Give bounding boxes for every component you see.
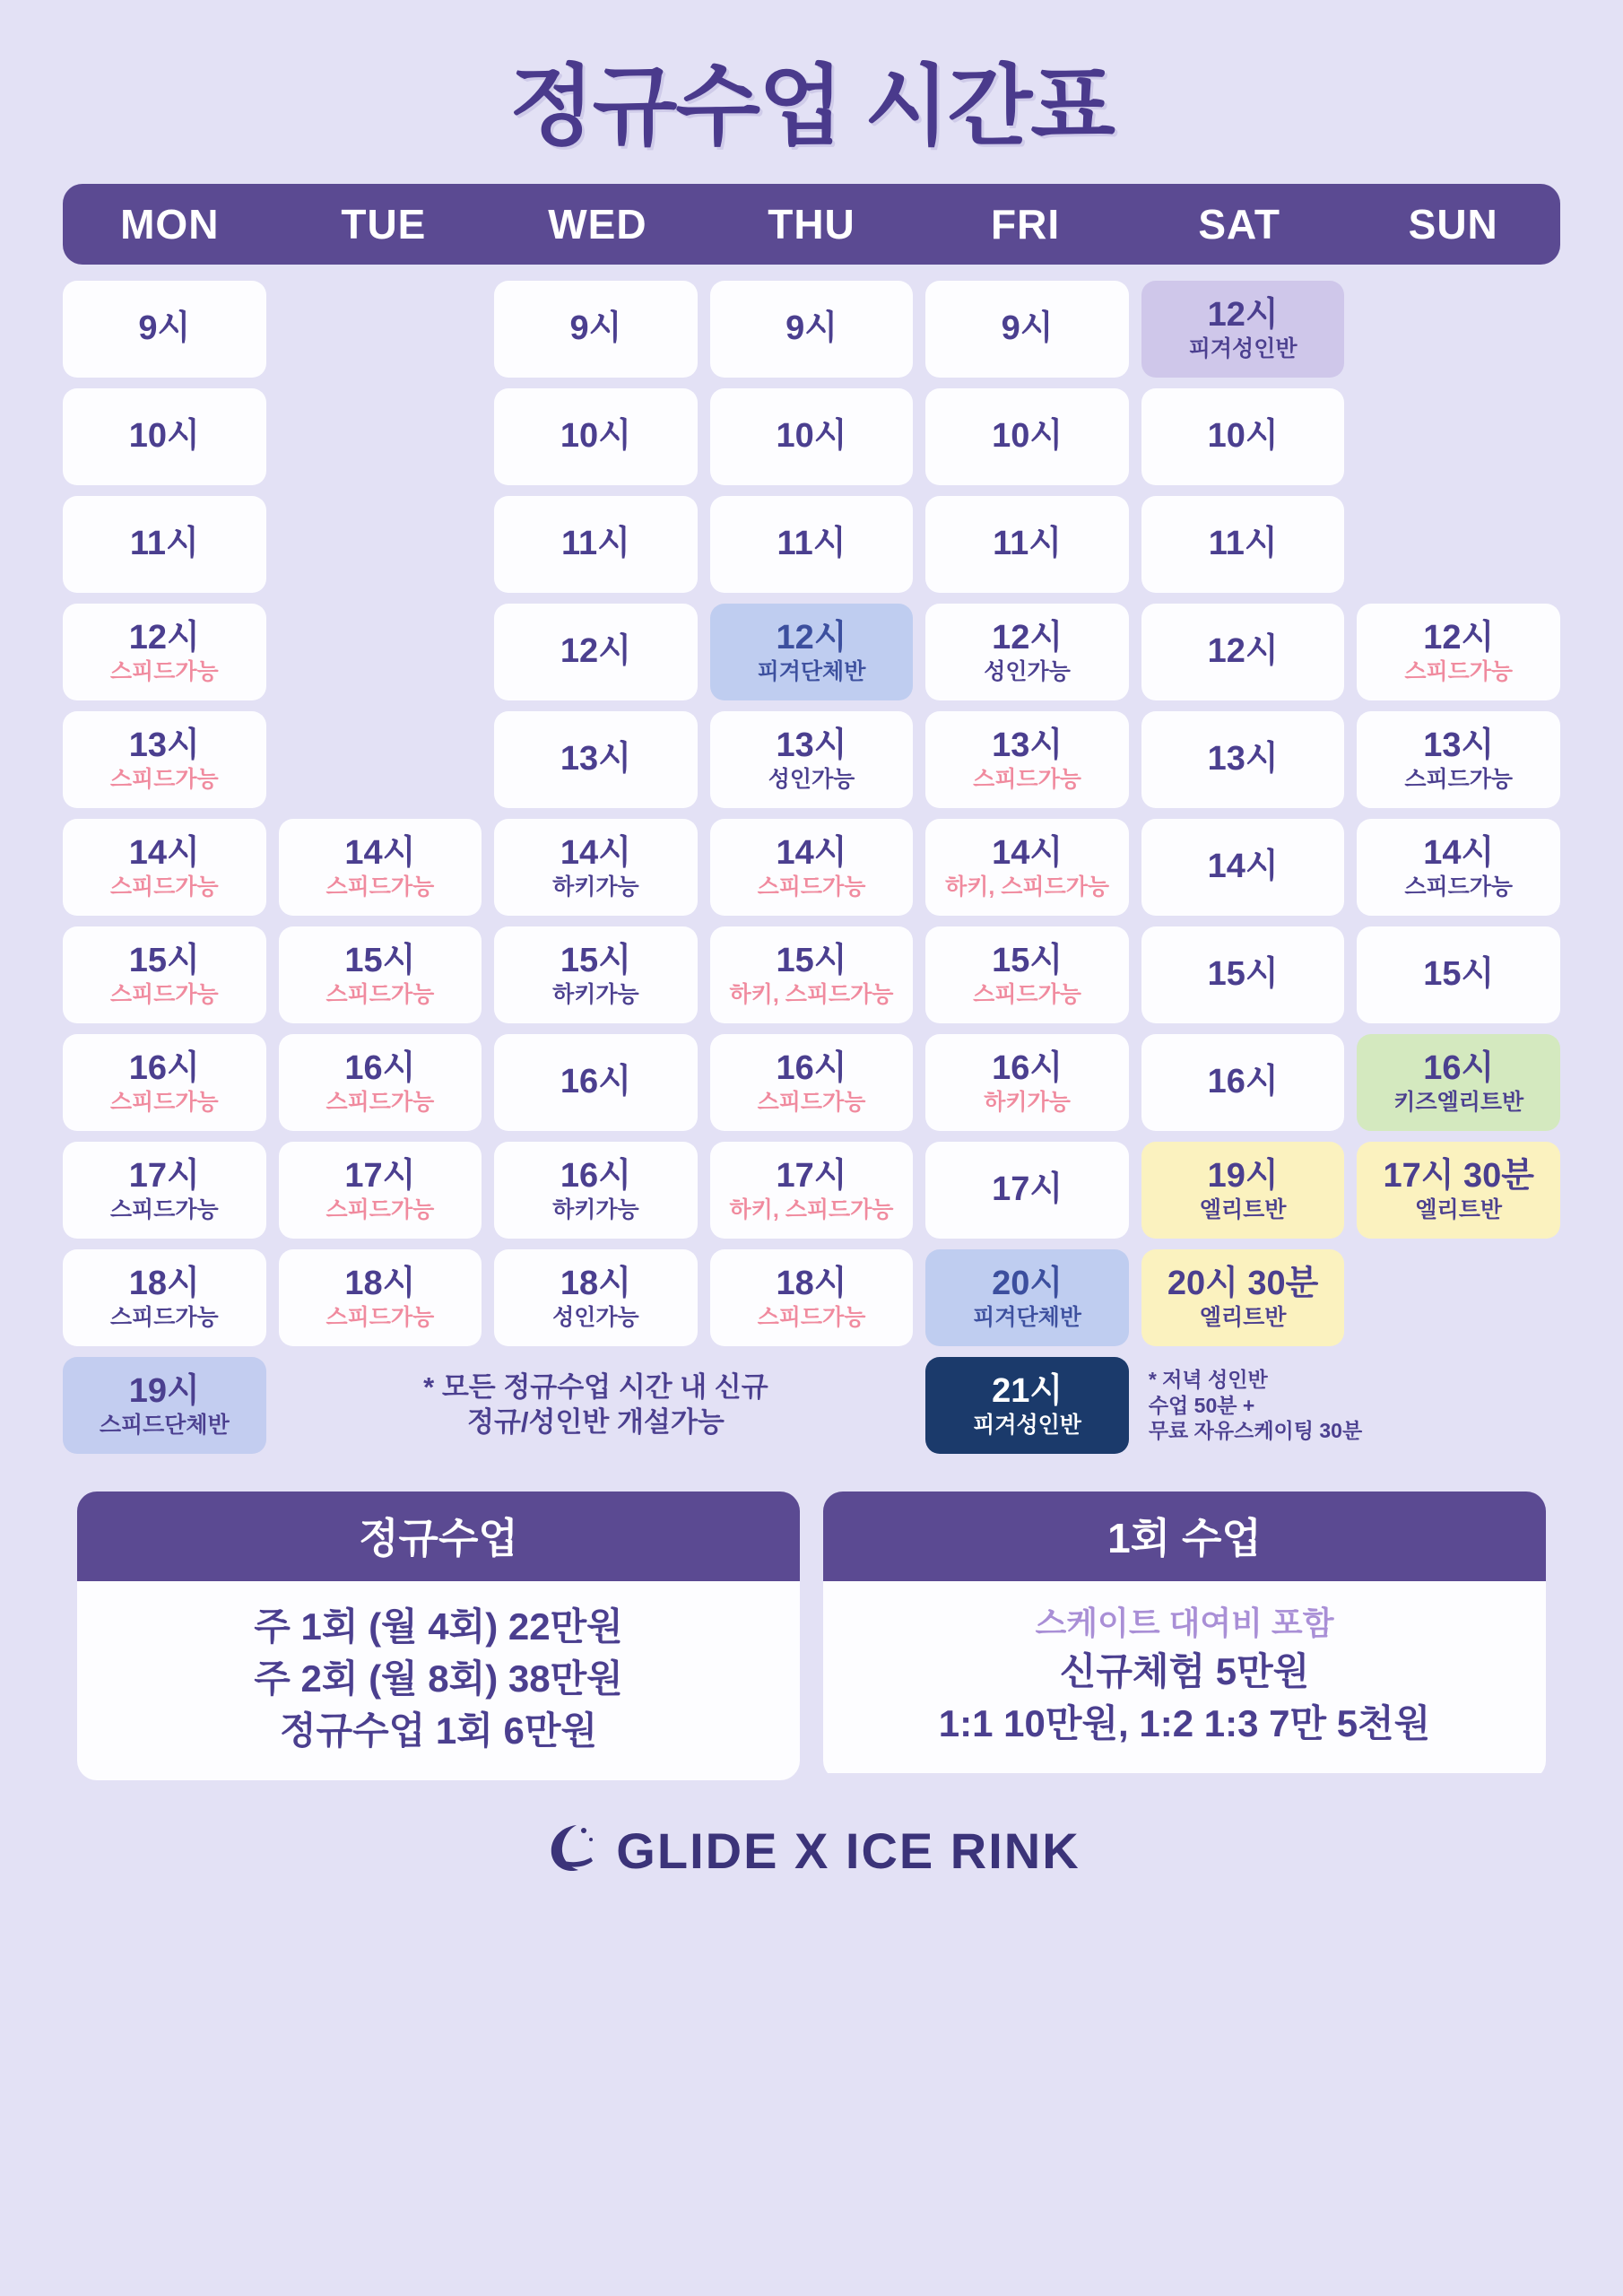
price-card-regular [77,1492,800,1780]
slot-time: 13시 [776,726,847,764]
slot-sat-0 [1141,281,1345,378]
day-header-fri: FRI [991,201,1061,248]
slot-label: 하키가능 [552,981,639,1007]
slot-label: 스피드가능 [325,1196,435,1222]
slot-mon-1 [63,388,266,485]
slot-label: 엘리트반 [1199,1304,1287,1330]
slot-mon-5 [63,819,266,916]
slot-time: 11시 [777,525,846,563]
slot-sat-7 [1141,1034,1345,1131]
slot-thu-1 [710,388,914,485]
slot-wed-4 [494,711,698,808]
slot-time: 18시 [560,1264,631,1302]
card-body [823,1581,1546,1773]
slot-label: 스피드가능 [757,1089,866,1115]
card-header: 정규수업 [77,1492,800,1581]
slot-time: 11시 [129,525,199,563]
day-header-thu: THU [768,201,855,248]
card-line: 정규수업 1회 6만원 [279,1709,598,1752]
slot-empty [279,281,482,378]
slot-time: 13시 [992,726,1063,764]
slot-time: 19시 [128,1371,200,1410]
slot-label: 피겨단체반 [973,1304,1081,1330]
slot-label: 스피드가능 [1404,766,1514,792]
slot-time: 14시 [344,833,416,872]
slot-wed-2 [494,496,698,593]
slot-label: 피겨성인반 [973,1412,1081,1438]
slot-label: 피겨단체반 [757,658,866,684]
slot-sat-8 [1141,1142,1345,1239]
slot-mon-2 [63,496,266,593]
slot-label: 성인가능 [552,1304,639,1330]
slot-label: 하키, 스피드가능 [729,981,894,1007]
slot-empty [279,496,482,593]
slot-sun-5 [1357,819,1560,916]
slot-time: 16시 [1207,1063,1279,1101]
slot-time: 12시 [1207,295,1279,334]
schedule-notes-row [63,1357,1560,1454]
slot-time: 20시 30분 [1167,1264,1319,1302]
slot-time: 18시 [776,1264,847,1302]
slot-time: 18시 [128,1264,200,1302]
slot-thu-4 [710,711,914,808]
price-card-single [823,1492,1546,1780]
slot-label: 스피드가능 [109,981,219,1007]
slot-sun-8 [1357,1142,1560,1239]
slot-sat-9 [1141,1249,1345,1346]
card-line: 주 2회 (월 8회) 38만원 [254,1657,623,1700]
slot-thu-9 [710,1249,914,1346]
slot-label: 스피드가능 [325,1304,435,1330]
slot-tue-7 [279,1034,482,1131]
slot-time: 14시 [560,833,631,872]
slot-fri-2 [925,496,1129,593]
slot-time: 14시 [1423,833,1495,872]
slot-time: 9시 [138,309,191,348]
card-line: 주 1회 (월 4회) 22만원 [254,1605,623,1648]
slot-figure-adult-evening [925,1357,1129,1454]
slot-wed-5 [494,819,698,916]
slot-time: 14시 [128,833,200,872]
card-line: 신규체험 5만원 [1059,1649,1310,1692]
slot-label: 스피드가능 [109,1304,219,1330]
slot-mon-7 [63,1034,266,1131]
slot-sat-4 [1141,711,1345,808]
slot-time: 16시 [992,1048,1063,1087]
logo-text: GLIDE X ICE RINK [616,1822,1081,1879]
slot-time: 14시 [1207,848,1279,886]
slot-time: 15시 [776,941,847,979]
slot-time: 15시 [560,941,631,979]
day-header-sat: SAT [1198,201,1280,248]
slot-wed-1 [494,388,698,485]
slot-label: 키즈엘리트반 [1393,1089,1524,1115]
slot-label: 피겨성인반 [1188,335,1298,361]
slot-label: 스피드가능 [973,766,1081,792]
slot-mon-9 [63,1249,266,1346]
slot-time: 9시 [569,309,622,348]
slot-thu-7 [710,1034,914,1131]
slot-empty [1357,496,1560,593]
card-header: 1회 수업 [823,1492,1546,1581]
footer-logo [57,1822,1566,1880]
slot-time: 9시 [1001,309,1054,348]
slot-time: 15시 [344,941,416,979]
slot-time: 17시 30분 [1383,1156,1534,1195]
note-left: * 모든 정규수업 시간 내 신규 정규/성인반 개설가능 [423,1371,768,1438]
page-title: 정규수업 시간표 [509,57,1114,155]
slot-fri-9 [925,1249,1129,1346]
slot-thu-8 [710,1142,914,1239]
slot-label: 스피드가능 [325,874,435,900]
slot-wed-0 [494,281,698,378]
slot-speed-group [63,1357,266,1454]
slot-time: 20시 [992,1264,1063,1302]
slot-sat-6 [1141,926,1345,1023]
card-body [77,1581,800,1780]
slot-time: 12시 [1207,632,1279,671]
slot-label: 스피드가능 [109,1089,219,1115]
slot-time: 16시 [1423,1048,1495,1087]
slot-time: 14시 [776,833,847,872]
slot-time: 10시 [128,417,200,456]
slot-sat-3 [1141,604,1345,700]
day-header-row [63,184,1560,265]
slot-label: 성인가능 [984,658,1071,684]
slot-time: 17시 [128,1156,200,1195]
slot-label: 스피드가능 [1404,658,1514,684]
slot-empty [1357,388,1560,485]
slot-time: 13시 [1207,740,1279,778]
schedule-grid [63,281,1560,1346]
slot-label: 하키가능 [552,874,639,900]
slot-fri-7 [925,1034,1129,1131]
slot-wed-7 [494,1034,698,1131]
slot-fri-1 [925,388,1129,485]
slot-label: 스피드가능 [757,874,866,900]
slot-time: 17시 [344,1156,416,1195]
day-header-sun: SUN [1408,201,1498,248]
slot-fri-6 [925,926,1129,1023]
slot-sat-5 [1141,819,1345,916]
slot-label: 스피드가능 [109,1196,219,1222]
slot-time: 12시 [776,618,847,657]
slot-label: 스피드가능 [109,766,219,792]
slot-wed-8 [494,1142,698,1239]
slot-time: 10시 [992,417,1063,456]
slot-fri-8 [925,1142,1129,1239]
slot-thu-0 [710,281,914,378]
slot-time: 9시 [785,309,838,348]
slot-time: 17시 [992,1170,1063,1209]
slot-time: 14시 [992,833,1063,872]
slot-sun-4 [1357,711,1560,808]
day-header-mon: MON [120,201,220,248]
slot-tue-6 [279,926,482,1023]
slot-time: 16시 [344,1048,416,1087]
skate-moon-icon [542,1822,600,1880]
day-header-wed: WED [548,201,647,248]
slot-empty [1357,1249,1560,1346]
slot-mon-8 [63,1142,266,1239]
slot-label: 엘리트반 [1199,1196,1287,1222]
slot-mon-0 [63,281,266,378]
card-line: 1:1 10만원, 1:2 1:3 7만 5천원 [938,1701,1431,1744]
slot-time: 12시 [1423,618,1495,657]
slot-sun-7 [1357,1034,1560,1131]
slot-time: 18시 [344,1264,416,1302]
slot-label: 스피드가능 [1404,874,1514,900]
slot-time: 12시 [992,618,1063,657]
slot-label: 엘리트반 [1415,1196,1502,1222]
slot-time: 13시 [128,726,200,764]
slot-label: 하키가능 [552,1196,639,1222]
slot-thu-6 [710,926,914,1023]
slot-time: 19시 [1207,1156,1279,1195]
slot-time: 13시 [1423,726,1495,764]
slot-wed-3 [494,604,698,700]
slot-wed-6 [494,926,698,1023]
slot-time: 15시 [1423,955,1495,994]
slot-label: 하키, 스피드가능 [945,874,1110,900]
slot-mon-4 [63,711,266,808]
slot-time: 21시 [992,1371,1063,1410]
slot-wed-9 [494,1249,698,1346]
slot-sat-2 [1141,496,1345,593]
slot-fri-0 [925,281,1129,378]
slot-label: 스피드가능 [109,874,219,900]
slot-time: 16시 [560,1063,631,1101]
slot-time: 11시 [1208,525,1278,563]
slot-label: 스피드가능 [973,981,1081,1007]
slot-tue-5 [279,819,482,916]
slot-tue-8 [279,1142,482,1239]
slot-label: 스피드단체반 [99,1412,230,1438]
slot-empty [1357,281,1560,378]
slot-label: 하키가능 [984,1089,1071,1115]
slot-sun-6 [1357,926,1560,1023]
slot-label: 성인가능 [768,766,855,792]
slot-label: 스피드가능 [325,1089,435,1115]
slot-thu-5 [710,819,914,916]
slot-empty [279,711,482,808]
slot-time: 16시 [776,1048,847,1087]
slot-time: 16시 [128,1048,200,1087]
slot-time: 11시 [560,525,630,563]
slot-time: 16시 [560,1156,631,1195]
price-cards [77,1492,1546,1780]
slot-time: 15시 [1207,955,1279,994]
slot-time: 11시 [993,525,1062,563]
slot-time: 12시 [560,632,631,671]
slot-tue-9 [279,1249,482,1346]
slot-time: 13시 [560,740,631,778]
slot-label: 하키, 스피드가능 [729,1196,894,1222]
slot-thu-3 [710,604,914,700]
slot-time: 10시 [560,417,631,456]
slot-empty [279,604,482,700]
slot-time: 15시 [992,941,1063,979]
note-right: * 저녁 성인반 수업 50분 + 무료 자유스케이팅 30분 [1148,1367,1363,1443]
slot-label: 스피드가능 [325,981,435,1007]
slot-fri-3 [925,604,1129,700]
slot-sun-3 [1357,604,1560,700]
slot-mon-6 [63,926,266,1023]
slot-sat-1 [1141,388,1345,485]
slot-time: 17시 [776,1156,847,1195]
slot-label: 스피드가능 [757,1304,866,1330]
slot-time: 15시 [128,941,200,979]
slot-time: 12시 [128,618,200,657]
slot-mon-3 [63,604,266,700]
slot-time: 10시 [776,417,847,456]
slot-empty [279,388,482,485]
day-header-tue: TUE [341,201,427,248]
slot-fri-5 [925,819,1129,916]
slot-fri-4 [925,711,1129,808]
slot-thu-2 [710,496,914,593]
card-accent-line: 스케이트 대여비 포함 [1035,1605,1334,1641]
slot-label: 스피드가능 [109,658,219,684]
slot-time: 10시 [1207,417,1279,456]
